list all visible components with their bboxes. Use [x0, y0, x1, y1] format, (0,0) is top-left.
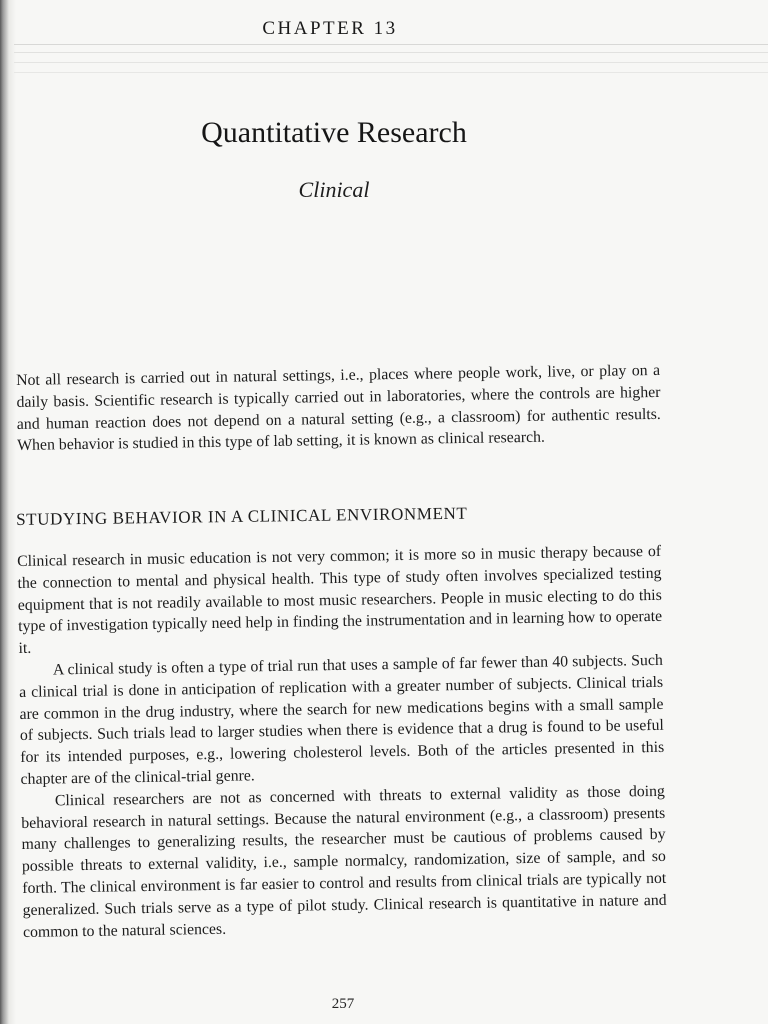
section-heading: STUDYING BEHAVIOR IN A CLINICAL ENVIRONMENT: [16, 503, 468, 529]
body-paragraph: Clinical researchers are not as concerned with threats to external validity as those doing behavioral research in natural settings. Because the natural environment (e.g., a classroom) presents many challenges to generalizing results, the researcher must be cautious of problems caused by possible threats to external validity, i.e., sample normalcy, randomization, size of sample, and so forth. The clinical environment is far easier to control and results from clinical trials are typically not generalized. Such trials serve as a type of pilot study. Clinical research is quantitative in nature and common to the natural sciences.: [21, 782, 667, 941]
body-paragraph: Clinical research in music education is not very common; it is more so in music therapy because of the connection to mental and physical health. This type of study often involves specialized testing equipment that is not readily available to most music researchers. People in music electing to do this type of investigation typically need help in finding the instrumentation and in learning how to operate it.: [17, 542, 663, 658]
intro-paragraph: Not all research is carried out in natural settings, i.e., places where people work, live, or play on a daily basis. Scientific research is typically carried out in laboratories, where the controls are higher and human reaction does not depend on a natural setting (e.g., a classroom) for authentic results. When behavior is studied in this type of lab setting, it is known as clinical research.: [16, 361, 661, 455]
header-rule: [14, 52, 768, 53]
intro-section: [16, 360, 661, 457]
chapter-subtitle: Clinical: [298, 177, 370, 202]
chapter-title: Quantitative Research: [201, 116, 467, 149]
section-body: [17, 541, 667, 943]
chapter-label: CHAPTER 13: [262, 18, 398, 39]
header-rule: [14, 72, 768, 73]
header-rule: [14, 44, 768, 45]
page-number: 257: [331, 996, 355, 1012]
body-paragraph: A clinical study is often a type of trial run that uses a sample of far fewer than 40 subjects. Such a clinical trial is done in anticipation of replication with a greater number of subjects. Clinical trials are common in the drug industry, where the search for new medications begins with a small sample of subjects. Such trials lead to larger studies when there is evidence that a drug is found to be useful for its intended purposes, e.g., lowering cholesterol levels. Both of the articles presented in this chapter are of the clinical-trial genre.: [19, 651, 665, 788]
header-rule: [14, 62, 768, 63]
